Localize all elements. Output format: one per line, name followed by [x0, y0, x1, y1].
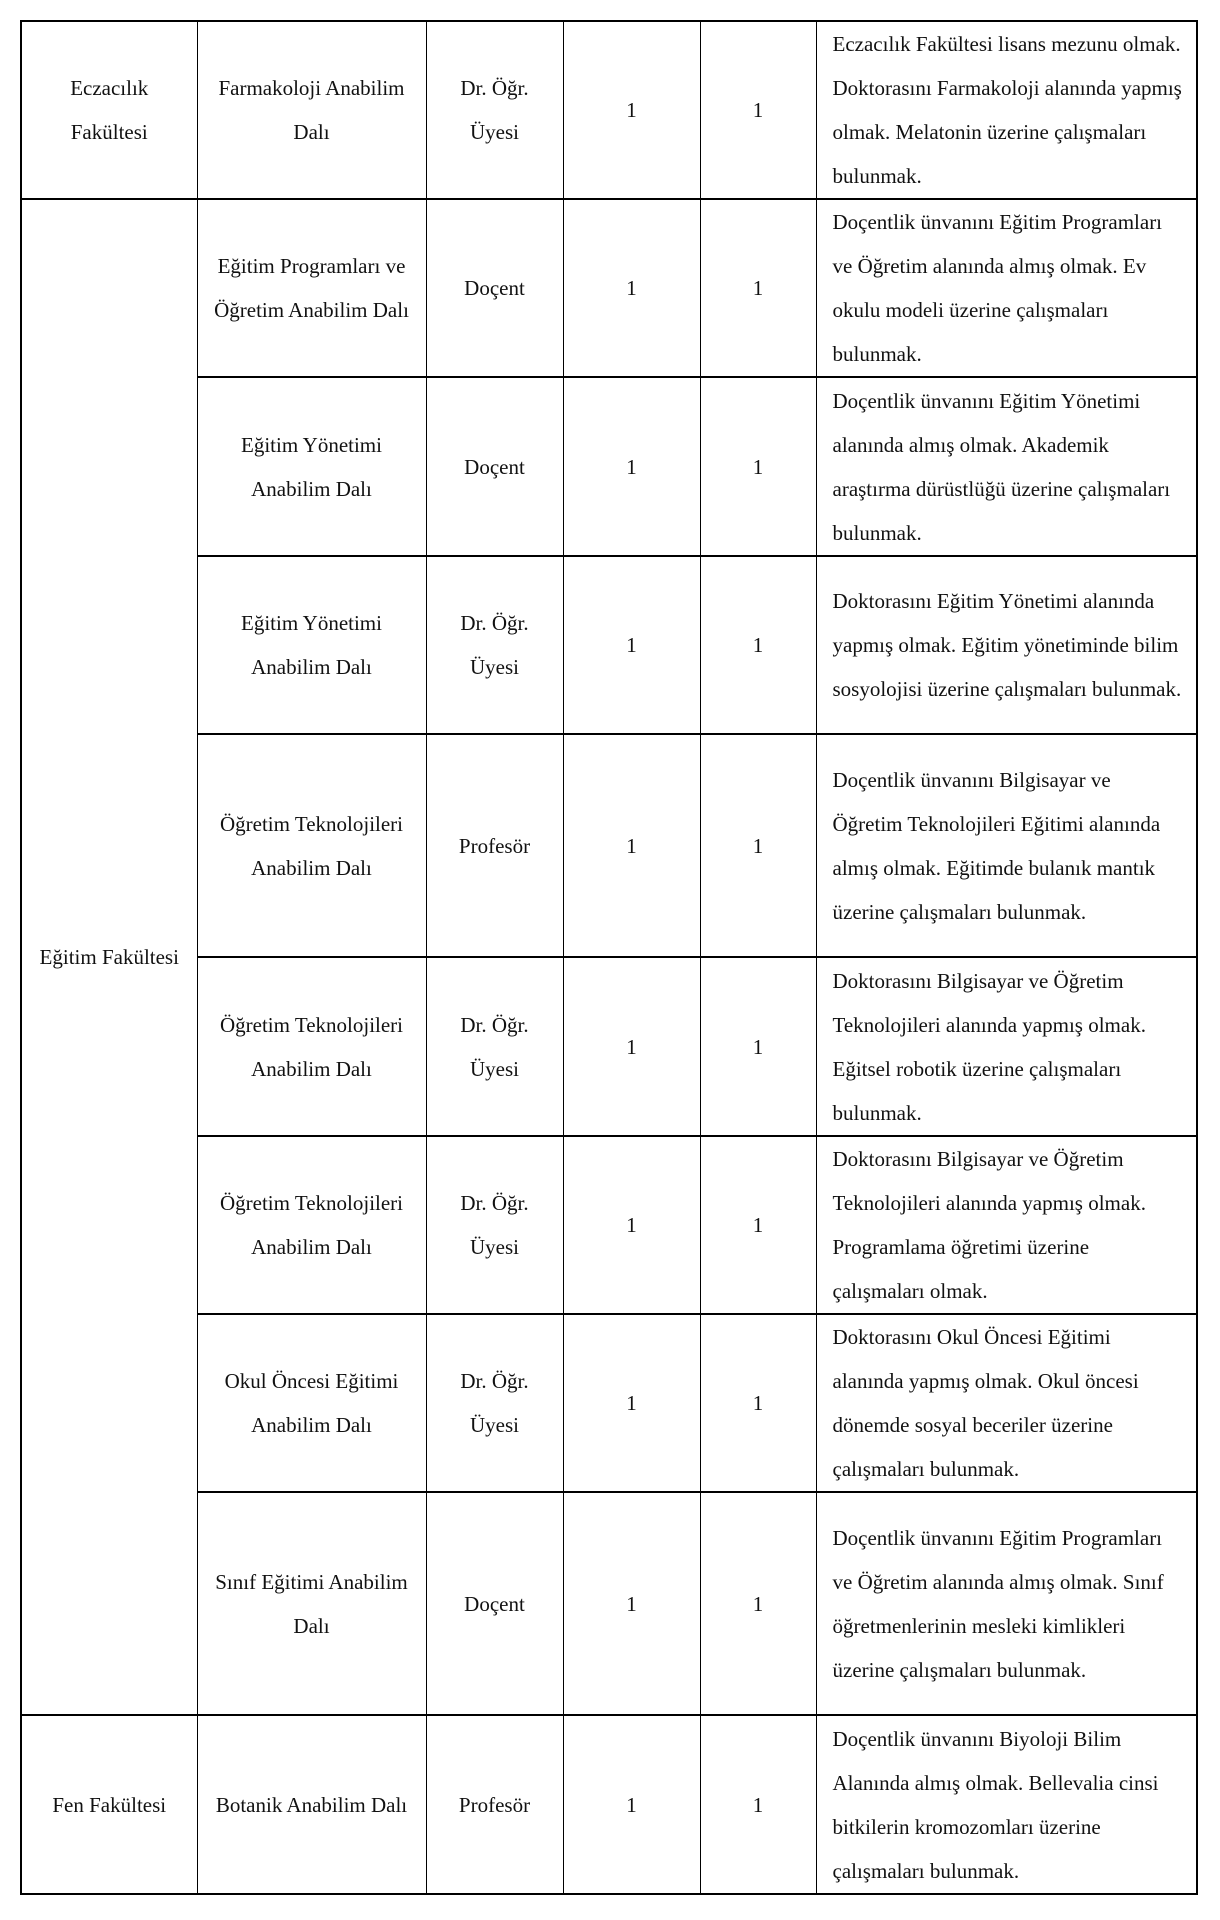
faculty-cell: Eğitim Fakültesi	[21, 199, 197, 1715]
department-cell: Botanik Anabilim Dalı	[197, 1715, 426, 1894]
table-row	[21, 21, 1197, 199]
department-cell: Eğitim Programları ve Öğretim Anabilim Dalı	[197, 199, 426, 377]
requirement-cell: Doktorasını Bilgisayar ve Öğretim Teknolojileri alanında yapmış olmak. Programlama öğretimi üzerine çalışmaları olmak.	[816, 1136, 1197, 1314]
title-cell: Dr. Öğr. Üyesi	[426, 556, 563, 734]
count-cell: 1	[700, 1136, 816, 1314]
count-cell: 1	[700, 1314, 816, 1492]
count-cell: 1	[700, 1492, 816, 1715]
title-cell: Doçent	[426, 377, 563, 556]
requirement-cell: Doçentlik ünvanını Eğitim Yönetimi alanında almış olmak. Akademik araştırma dürüstlüğü üzerine çalışmaları bulunmak.	[816, 377, 1197, 556]
table-row	[21, 199, 1197, 377]
count-cell: 1	[700, 199, 816, 377]
department-cell: Okul Öncesi Eğitimi Anabilim Dalı	[197, 1314, 426, 1492]
table-row	[21, 556, 1197, 734]
count-cell: 1	[700, 734, 816, 957]
department-cell: Eğitim Yönetimi Anabilim Dalı	[197, 556, 426, 734]
count-cell: 1	[563, 556, 700, 734]
count-cell: 1	[700, 21, 816, 199]
count-cell: 1	[563, 199, 700, 377]
requirement-cell: Doçentlik ünvanını Biyoloji Bilim Alanında almış olmak. Bellevalia cinsi bitkilerin kromozomları üzerine çalışmaları bulunmak.	[816, 1715, 1197, 1894]
table-row	[21, 1314, 1197, 1492]
table-row	[21, 734, 1197, 957]
department-cell: Öğretim Teknolojileri Anabilim Dalı	[197, 734, 426, 957]
count-cell: 1	[700, 1715, 816, 1894]
title-cell: Dr. Öğr. Üyesi	[426, 21, 563, 199]
count-cell: 1	[700, 377, 816, 556]
count-cell: 1	[700, 556, 816, 734]
title-cell: Dr. Öğr. Üyesi	[426, 1136, 563, 1314]
department-cell: Sınıf Eğitimi Anabilim Dalı	[197, 1492, 426, 1715]
table-row	[21, 1136, 1197, 1314]
count-cell: 1	[700, 957, 816, 1136]
department-cell: Öğretim Teknolojileri Anabilim Dalı	[197, 1136, 426, 1314]
requirement-cell: Doktorasını Bilgisayar ve Öğretim Teknolojileri alanında yapmış olmak. Eğitsel robotik üzerine çalışmaları bulunmak.	[816, 957, 1197, 1136]
count-cell: 1	[563, 1715, 700, 1894]
count-cell: 1	[563, 1492, 700, 1715]
title-cell: Profesör	[426, 1715, 563, 1894]
count-cell: 1	[563, 21, 700, 199]
department-cell: Eğitim Yönetimi Anabilim Dalı	[197, 377, 426, 556]
title-cell: Dr. Öğr. Üyesi	[426, 1314, 563, 1492]
title-cell: Profesör	[426, 734, 563, 957]
requirement-cell: Doçentlik ünvanını Bilgisayar ve Öğretim Teknolojileri Eğitimi alanında almış olmak. Eğitimde bulanık mantık üzerine çalışmaları bulunmak.	[816, 734, 1197, 957]
count-cell: 1	[563, 1314, 700, 1492]
table-row	[21, 1715, 1197, 1894]
table-row	[21, 957, 1197, 1136]
table-row	[21, 1492, 1197, 1715]
requirement-cell: Doçentlik ünvanını Eğitim Programları ve Öğretim alanında almış olmak. Sınıf öğretmenlerinin mesleki kimlikleri üzerine çalışmaları bulunmak.	[816, 1492, 1197, 1715]
requirement-cell: Doçentlik ünvanını Eğitim Programları ve Öğretim alanında almış olmak. Ev okulu modeli üzerine çalışmaları bulunmak.	[816, 199, 1197, 377]
title-cell: Doçent	[426, 1492, 563, 1715]
requirement-cell: Eczacılık Fakültesi lisans mezunu olmak. Doktorasını Farmakoloji alanında yapmış olmak. Melatonin üzerine çalışmaları bulunmak.	[816, 21, 1197, 199]
faculty-cell: Eczacılık Fakültesi	[21, 21, 197, 199]
positions-table	[20, 20, 1198, 1895]
table-row	[21, 377, 1197, 556]
department-cell: Öğretim Teknolojileri Anabilim Dalı	[197, 957, 426, 1136]
requirement-cell: Doktorasını Okul Öncesi Eğitimi alanında yapmış olmak. Okul öncesi dönemde sosyal beceriler üzerine çalışmaları bulunmak.	[816, 1314, 1197, 1492]
title-cell: Dr. Öğr. Üyesi	[426, 957, 563, 1136]
requirement-cell: Doktorasını Eğitim Yönetimi alanında yapmış olmak. Eğitim yönetiminde bilim sosyolojisi üzerine çalışmaları bulunmak.	[816, 556, 1197, 734]
faculty-cell: Fen Fakültesi	[21, 1715, 197, 1894]
count-cell: 1	[563, 734, 700, 957]
title-cell: Doçent	[426, 199, 563, 377]
department-cell: Farmakoloji Anabilim Dalı	[197, 21, 426, 199]
count-cell: 1	[563, 1136, 700, 1314]
count-cell: 1	[563, 957, 700, 1136]
count-cell: 1	[563, 377, 700, 556]
